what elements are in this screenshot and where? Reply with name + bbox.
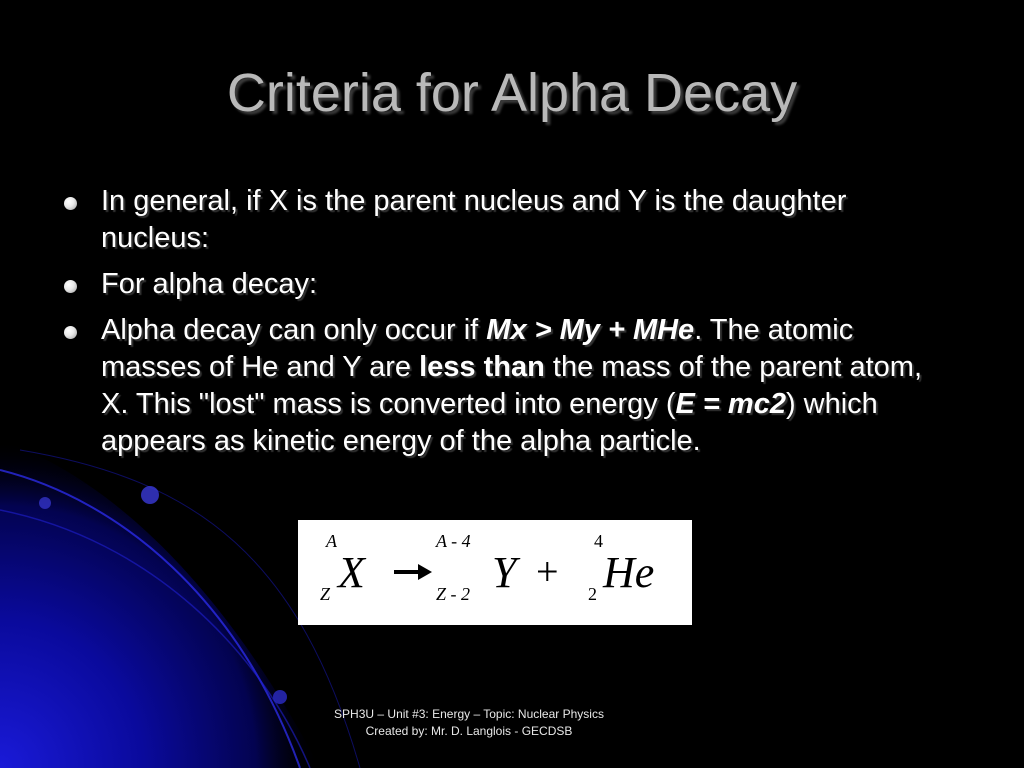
parent-atomic-number: Z xyxy=(320,584,331,604)
slide-footer xyxy=(0,706,938,740)
bullet-list xyxy=(60,183,940,469)
alpha-atomic-number: 2 xyxy=(588,584,597,604)
mass-condition: Mx > My + MHe xyxy=(486,314,695,346)
footer-course-line: SPH3U – Unit #3: Energy – Topic: Nuclear Physics xyxy=(334,707,604,721)
bullet-item xyxy=(60,183,940,257)
bullet-dot-icon xyxy=(64,197,77,210)
plus-sign: + xyxy=(536,549,559,594)
alpha-symbol: He xyxy=(603,548,655,597)
bullet-dot-icon xyxy=(64,280,77,293)
alpha-mass-number: 4 xyxy=(594,531,603,551)
reaction-arrow-icon xyxy=(394,564,432,580)
bullet-text: In general, if X is the parent nucleus and Y is the daughter nucleus: xyxy=(101,185,847,254)
decay-equation-graphic xyxy=(298,520,692,625)
bullet-text-segment: Alpha decay can only occur if xyxy=(101,314,487,346)
parent-symbol: X xyxy=(338,548,365,597)
decay-equation xyxy=(298,520,692,625)
slide-title: Criteria for Alpha Decay xyxy=(226,63,798,123)
daughter-symbol: Y xyxy=(492,548,517,597)
bullet-text-segment: ) which appears as kinetic energy of the alpha particle. xyxy=(101,388,878,457)
daughter-mass-number: A - 4 xyxy=(436,531,471,551)
bullet-text: For alpha decay: xyxy=(101,268,318,300)
bullet-item xyxy=(60,312,940,460)
bullet-text-segment: the mass of the parent atom, X. This "lost" mass is converted into energy ( xyxy=(101,351,923,420)
energy-formula: E = mc2 xyxy=(675,388,786,420)
parent-mass-number: A xyxy=(326,531,337,551)
bullet-dot-icon xyxy=(64,326,77,339)
bullet-text-segment: . The atomic masses of He and Y are xyxy=(101,314,854,383)
footer-author-line: Created by: Mr. D. Langlois - GECDSB xyxy=(365,724,573,738)
bullet-item xyxy=(60,266,940,303)
daughter-atomic-number: Z - 2 xyxy=(436,584,471,604)
emphasis-text: less than xyxy=(419,351,545,383)
